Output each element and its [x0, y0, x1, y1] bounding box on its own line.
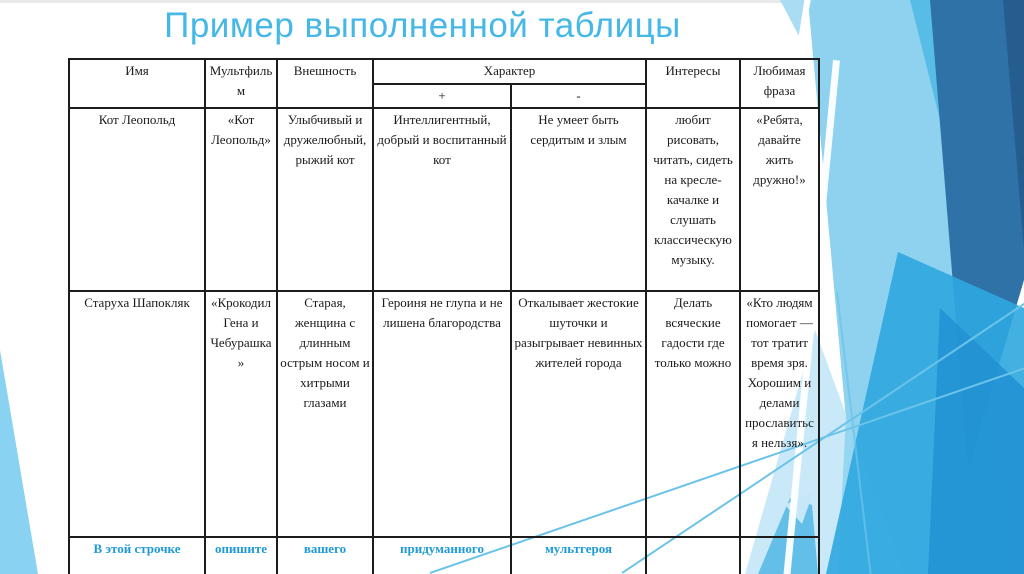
col-header-interests: Интересы — [646, 59, 740, 108]
table-row-instruction — [69, 537, 819, 574]
cell-interests: Делать всяческие гадости где только можно — [646, 291, 740, 537]
character-comparison-table — [68, 58, 820, 574]
cell-appearance: Старая, женщина с длинным острым носом и хитрыми глазами — [277, 291, 373, 537]
cell-character-plus: придуманного — [373, 537, 511, 574]
col-header-character-minus: - — [511, 84, 646, 108]
cell-appearance: Улыбчивый и дружелюбный, рыжий кот — [277, 108, 373, 291]
cell-character-minus: Не умеет быть сердитым и злым — [511, 108, 646, 291]
col-header-character-plus: + — [373, 84, 511, 108]
col-header-phrase: Любимая фраза — [740, 59, 819, 108]
cell-cartoon: опишите — [205, 537, 277, 574]
slide-title: Пример выполненной таблицы — [164, 6, 681, 45]
col-header-appearance: Внешность — [277, 59, 373, 108]
cell-character-minus: мультгероя — [511, 537, 646, 574]
cell-character-plus: Героиня не глупа и не лишена благородства — [373, 291, 511, 537]
col-header-name: Имя — [69, 59, 205, 108]
col-header-character: Характер — [373, 59, 646, 84]
cell-name: Старуха Шапокляк — [69, 291, 205, 537]
cell-interests: любит рисовать, читать, сидеть на кресле-качалке и слушать классическую музыку. — [646, 108, 740, 291]
cell-appearance: вашего — [277, 537, 373, 574]
col-header-cartoon: Мультфильм — [205, 59, 277, 108]
table-row-shapoklyak — [69, 291, 819, 537]
cell-phrase — [740, 537, 819, 574]
table-row-leopold — [69, 108, 819, 291]
cell-name: В этой строчке — [69, 537, 205, 574]
cell-name: Кот Леопольд — [69, 108, 205, 291]
cell-character-plus: Интеллигентный, добрый и воспитанный кот — [373, 108, 511, 291]
cell-cartoon: «Крокодил Гена и Чебурашка» — [205, 291, 277, 537]
cell-character-minus: Откалывает жестокие шуточки и разыгрывает невинных жителей города — [511, 291, 646, 537]
cell-phrase: «Ребята, давайте жить дружно!» — [740, 108, 819, 291]
cell-interests — [646, 537, 740, 574]
cell-cartoon: «Кот Леопольд» — [205, 108, 277, 291]
cell-phrase: «Кто людям помогает — тот тратит время зря. Хорошим и делами прославиться нельзя». — [740, 291, 819, 537]
